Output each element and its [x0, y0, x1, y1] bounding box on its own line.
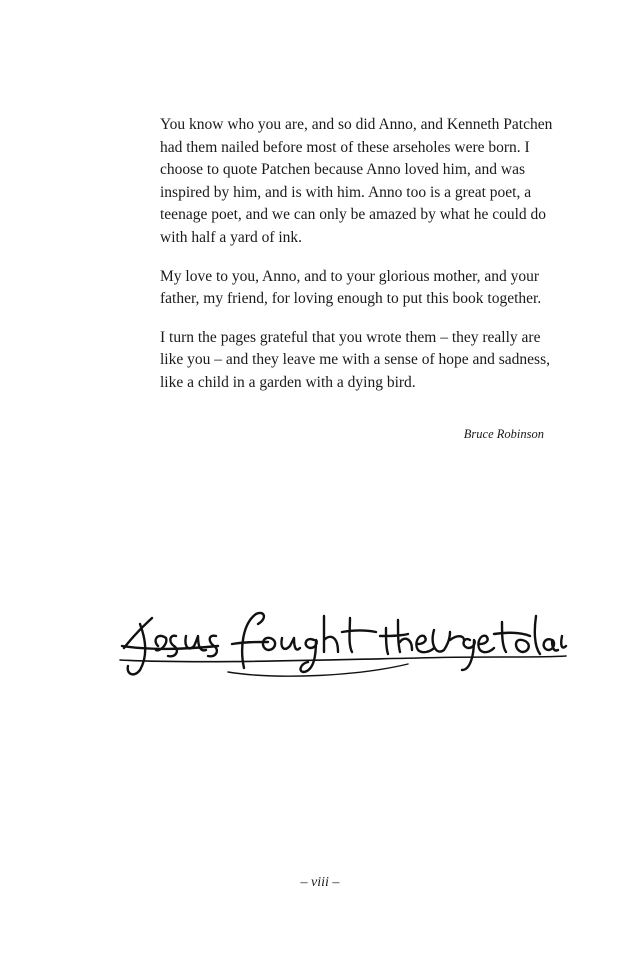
author-signature: Bruce Robinson: [463, 427, 544, 441]
page-number: – viii –: [300, 875, 340, 890]
paragraph-3: I turn the pages grateful that you wrote them – they really are like you – and they leave me with a sense of hope and sadness, like a child in a garden with a dying bird.: [160, 328, 550, 391]
handwritten-inscription: [118, 600, 568, 690]
paragraph-1: You know who you are, and so did Anno, and Kenneth Patchen had them nailed before most of these arseholes were born. I choose to quote Patchen because Anno loved him, and was inspired by him, and is with him. Anno too is a great poet, a teenage poet, and we can only be amazed by what he could do with half a yard of ink.: [160, 116, 553, 246]
paragraph-2: My love to you, Anno, and to your glorious mother, and your father, my friend, for loving enough to put this book together.: [160, 267, 542, 308]
body-text: [160, 114, 560, 411]
